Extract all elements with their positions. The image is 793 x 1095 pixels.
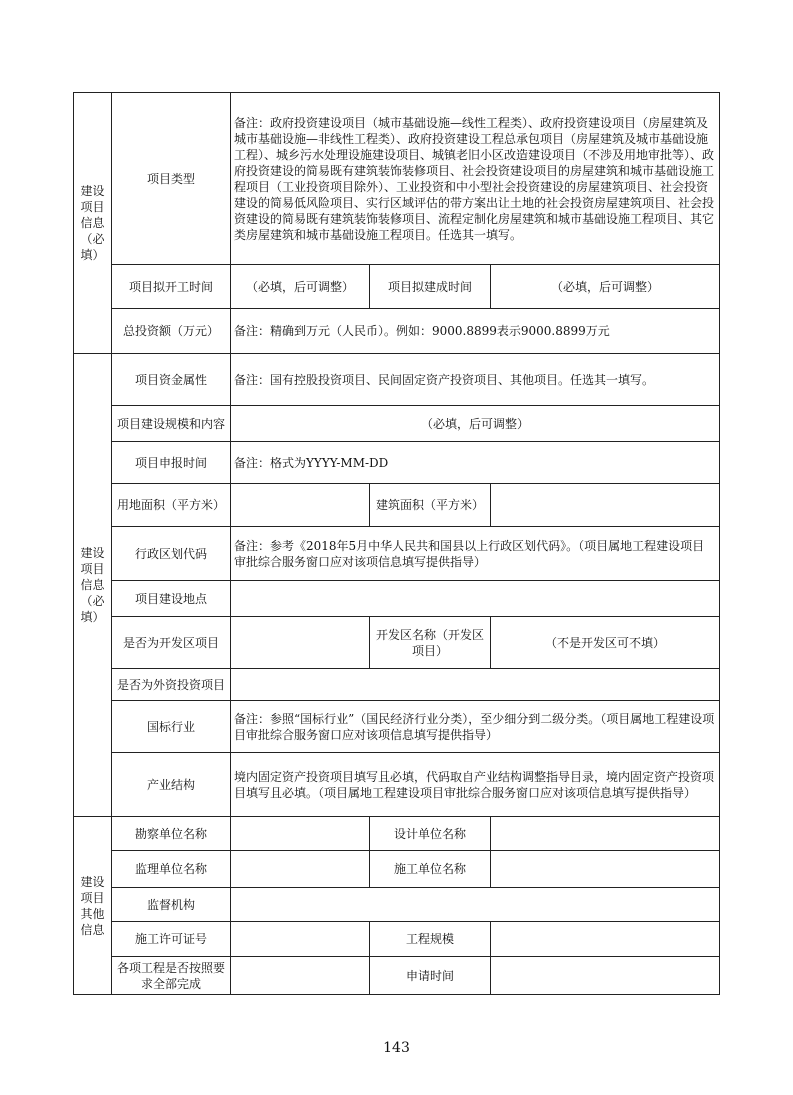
survey-unit-label: 勘察单位名称 bbox=[112, 817, 231, 851]
oversight-field[interactable] bbox=[231, 888, 720, 922]
declare-time-label: 项目申报时间 bbox=[112, 442, 231, 484]
construction-unit-label: 施工单位名称 bbox=[370, 851, 491, 888]
supervision-unit-field[interactable] bbox=[231, 851, 370, 888]
dev-zone-name-field[interactable]: （不是开发区可不填） bbox=[491, 617, 720, 669]
completion-label: 各项工程是否按照要求全部完成 bbox=[112, 957, 231, 995]
supervision-unit-label: 监理单位名称 bbox=[112, 851, 231, 888]
permit-no-field[interactable] bbox=[231, 922, 370, 957]
scale-content-label: 项目建设规模和内容 bbox=[112, 406, 231, 442]
section-basic-info-2: 建设项目信息（必填） bbox=[74, 354, 112, 817]
project-type-label: 项目类型 bbox=[112, 93, 231, 265]
start-time-field[interactable]: （必填，后可调整） bbox=[231, 265, 370, 309]
section-basic-info-1: 建设项目信息（必填） bbox=[74, 93, 112, 354]
finish-time-field[interactable]: （必填，后可调整） bbox=[491, 265, 720, 309]
completion-field[interactable] bbox=[231, 957, 370, 995]
dev-zone-label: 是否为开发区项目 bbox=[112, 617, 231, 669]
location-label: 项目建设地点 bbox=[112, 581, 231, 617]
division-code-label: 行政区划代码 bbox=[112, 527, 231, 581]
scale-content-field[interactable]: （必填，后可调整） bbox=[231, 406, 720, 442]
division-code-field[interactable]: 备注：参考《2018年5月中华人民共和国县以上行政区划代码》。（项目属地工程建设项目审批综合服务窗口应对该项信息填写提供指导） bbox=[231, 527, 720, 581]
building-area-field[interactable] bbox=[491, 484, 720, 527]
industry-label: 国标行业 bbox=[112, 701, 231, 753]
structure-label: 产业结构 bbox=[112, 753, 231, 817]
design-unit-field[interactable] bbox=[491, 817, 720, 851]
total-investment-field[interactable]: 备注：精确到万元（人民币）。例如：9000.8899表示9000.8899万元 bbox=[231, 309, 720, 354]
start-time-label: 项目拟开工时间 bbox=[112, 265, 231, 309]
total-investment-label: 总投资额（万元） bbox=[112, 309, 231, 354]
apply-time-field[interactable] bbox=[491, 957, 720, 995]
fund-attribute-field[interactable]: 备注：国有控股投资项目、民间固定资产投资项目、其他项目。任选其一填写。 bbox=[231, 354, 720, 406]
survey-unit-field[interactable] bbox=[231, 817, 370, 851]
project-info-table bbox=[73, 92, 720, 995]
fund-attribute-label: 项目资金属性 bbox=[112, 354, 231, 406]
project-scale-label: 工程规模 bbox=[370, 922, 491, 957]
project-scale-field[interactable] bbox=[491, 922, 720, 957]
page-number: 143 bbox=[383, 1040, 410, 1056]
land-area-label: 用地面积（平方米） bbox=[112, 484, 231, 527]
foreign-invest-label: 是否为外资投资项目 bbox=[112, 669, 231, 701]
project-type-field[interactable]: 备注：政府投资建设项目（城市基础设施—线性工程类）、政府投资建设项目（房屋建筑及城市基础设施—非线性工程类）、政府投资建设工程总承包项目（房屋建筑及城市基础设施工程）、城乡污水处理设施建设项目、城镇老旧小区改造建设项目（不涉及用地审批等）、政府投资建设的简易既有建筑装饰装修项目、社会投资建设项目的房屋建筑和城市基础设施工程项目（工业投资项目除外）、工业投资和中小型社会投资建设的房屋建筑项目、社会投资建设的简易低风险项目、实行区域评估的带方案出让土地的社会投资房屋建筑项目、社会投资建设的简易既有建筑装饰装修项目、流程定制化房屋建筑和城市基础设施工程项目、其它类房屋建筑和城市基础设施工程项目。任选其一填写。 bbox=[231, 93, 720, 265]
location-field[interactable] bbox=[231, 581, 720, 617]
permit-no-label: 施工许可证号 bbox=[112, 922, 231, 957]
dev-zone-name-label: 开发区名称（开发区项目） bbox=[370, 617, 491, 669]
dev-zone-field[interactable] bbox=[231, 617, 370, 669]
foreign-invest-field[interactable] bbox=[231, 669, 720, 701]
oversight-label: 监督机构 bbox=[112, 888, 231, 922]
apply-time-label: 申请时间 bbox=[370, 957, 491, 995]
land-area-field[interactable] bbox=[231, 484, 370, 527]
industry-field[interactable]: 备注：参照“国标行业”（国民经济行业分类），至少细分到二级分类。（项目属地工程建设项目审批综合服务窗口应对该项信息填写提供指导） bbox=[231, 701, 720, 753]
construction-unit-field[interactable] bbox=[491, 851, 720, 888]
declare-time-field[interactable]: 备注：格式为YYYY-MM-DD bbox=[231, 442, 720, 484]
building-area-label: 建筑面积（平方米） bbox=[370, 484, 491, 527]
section-other-info: 建设项目其他信息 bbox=[74, 817, 112, 995]
finish-time-label: 项目拟建成时间 bbox=[370, 265, 491, 309]
design-unit-label: 设计单位名称 bbox=[370, 817, 491, 851]
structure-field[interactable]: 境内固定资产投资项目填写且必填，代码取自产业结构调整指导目录，境内固定资产投资项目填写且必填。（项目属地工程建设项目审批综合服务窗口应对该项信息填写提供指导） bbox=[231, 753, 720, 817]
